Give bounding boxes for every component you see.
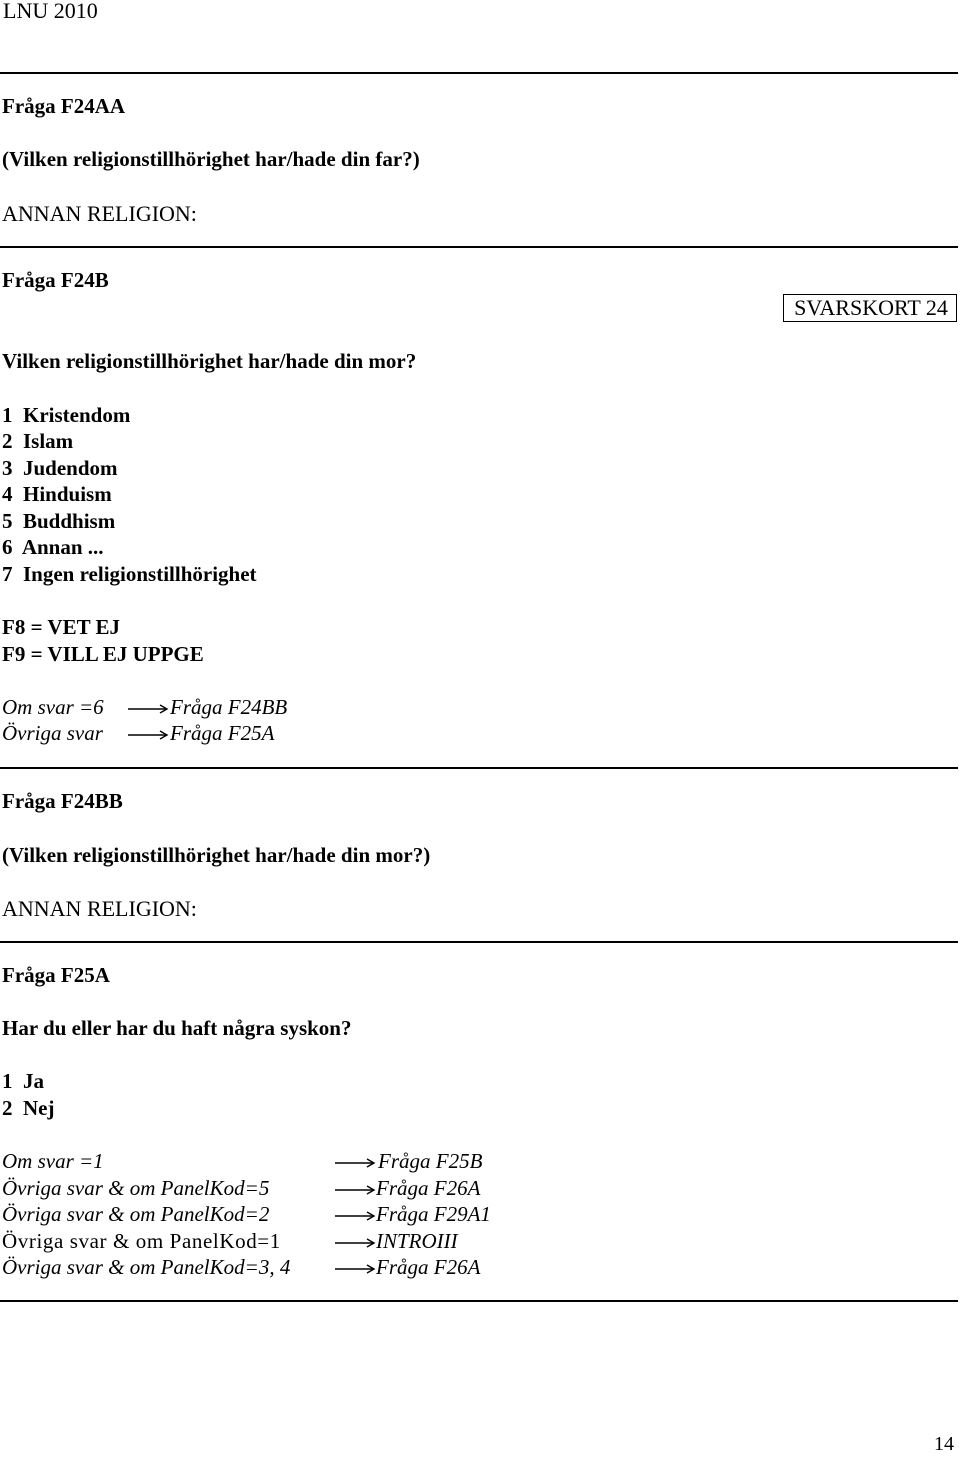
answer-card-badge: SVARSKORT 24: [783, 294, 957, 322]
right-arrow-icon: [333, 1237, 377, 1249]
section-divider: [0, 941, 958, 943]
right-arrow-icon: [126, 703, 170, 715]
right-arrow-icon: [333, 1263, 377, 1275]
open-answer-prompt-f24bb: ANNAN RELIGION:: [2, 896, 197, 921]
question-label-f24bb: Fråga F24BB: [2, 789, 123, 813]
answer-option: 5 Buddhism: [2, 509, 116, 533]
section-divider: [0, 246, 958, 248]
routing-condition: Övriga svar & om PanelKod=1: [2, 1229, 281, 1253]
question-label-f24aa: Fråga F24AA: [2, 94, 126, 118]
routing-target: INTROIII: [376, 1229, 458, 1253]
page-number: 14: [934, 1433, 954, 1455]
question-text-f24bb: (Vilken religionstillhörighet har/hade din mor?): [2, 843, 431, 867]
routing-target: Fråga F24BB: [170, 695, 288, 719]
answer-option: 2 Nej: [2, 1096, 55, 1120]
answer-option: 3 Judendom: [2, 456, 118, 480]
question-text-f25a: Har du eller har du haft några syskon?: [2, 1016, 352, 1040]
special-code: F8 = VET EJ: [2, 615, 120, 639]
answer-option: 2 Islam: [2, 429, 74, 453]
section-divider: [0, 72, 958, 74]
right-arrow-icon: [333, 1210, 377, 1222]
answer-option: 4 Hinduism: [2, 482, 112, 506]
right-arrow-icon: [333, 1184, 377, 1196]
routing-target: Fråga F25B: [378, 1149, 483, 1173]
question-label-f24b: Fråga F24B: [2, 268, 109, 292]
routing-condition: Övriga svar & om PanelKod=5: [2, 1176, 270, 1200]
routing-condition: Övriga svar & om PanelKod=3, 4: [2, 1255, 291, 1279]
open-answer-prompt-f24aa: ANNAN RELIGION:: [2, 201, 197, 226]
routing-target: Fråga F26A: [376, 1176, 481, 1200]
document-header: LNU 2010: [3, 0, 98, 23]
special-code: F9 = VILL EJ UPPGE: [2, 642, 204, 666]
routing-target: Fråga F25A: [170, 721, 275, 745]
right-arrow-icon: [126, 729, 170, 741]
routing-condition: Om svar =6: [2, 695, 104, 719]
answer-option: 1 Ja: [2, 1069, 44, 1093]
question-text-f24b: Vilken religionstillhörighet har/hade din mor?: [2, 349, 417, 373]
routing-target: Fråga F26A: [376, 1255, 481, 1279]
routing-condition: Övriga svar & om PanelKod=2: [2, 1202, 270, 1226]
section-divider: [0, 767, 958, 769]
answer-option: 1 Kristendom: [2, 403, 131, 427]
routing-target: Fråga F29A1: [376, 1202, 491, 1226]
routing-condition: Övriga svar: [2, 721, 103, 745]
section-divider: [0, 1300, 958, 1302]
answer-option: 7 Ingen religionstillhörighet: [2, 562, 257, 586]
question-text-f24aa: (Vilken religionstillhörighet har/hade din far?): [2, 147, 420, 171]
routing-condition: Om svar =1: [2, 1149, 104, 1173]
answer-option: 6 Annan ...: [2, 535, 104, 559]
question-label-f25a: Fråga F25A: [2, 963, 110, 987]
right-arrow-icon: [333, 1157, 377, 1169]
